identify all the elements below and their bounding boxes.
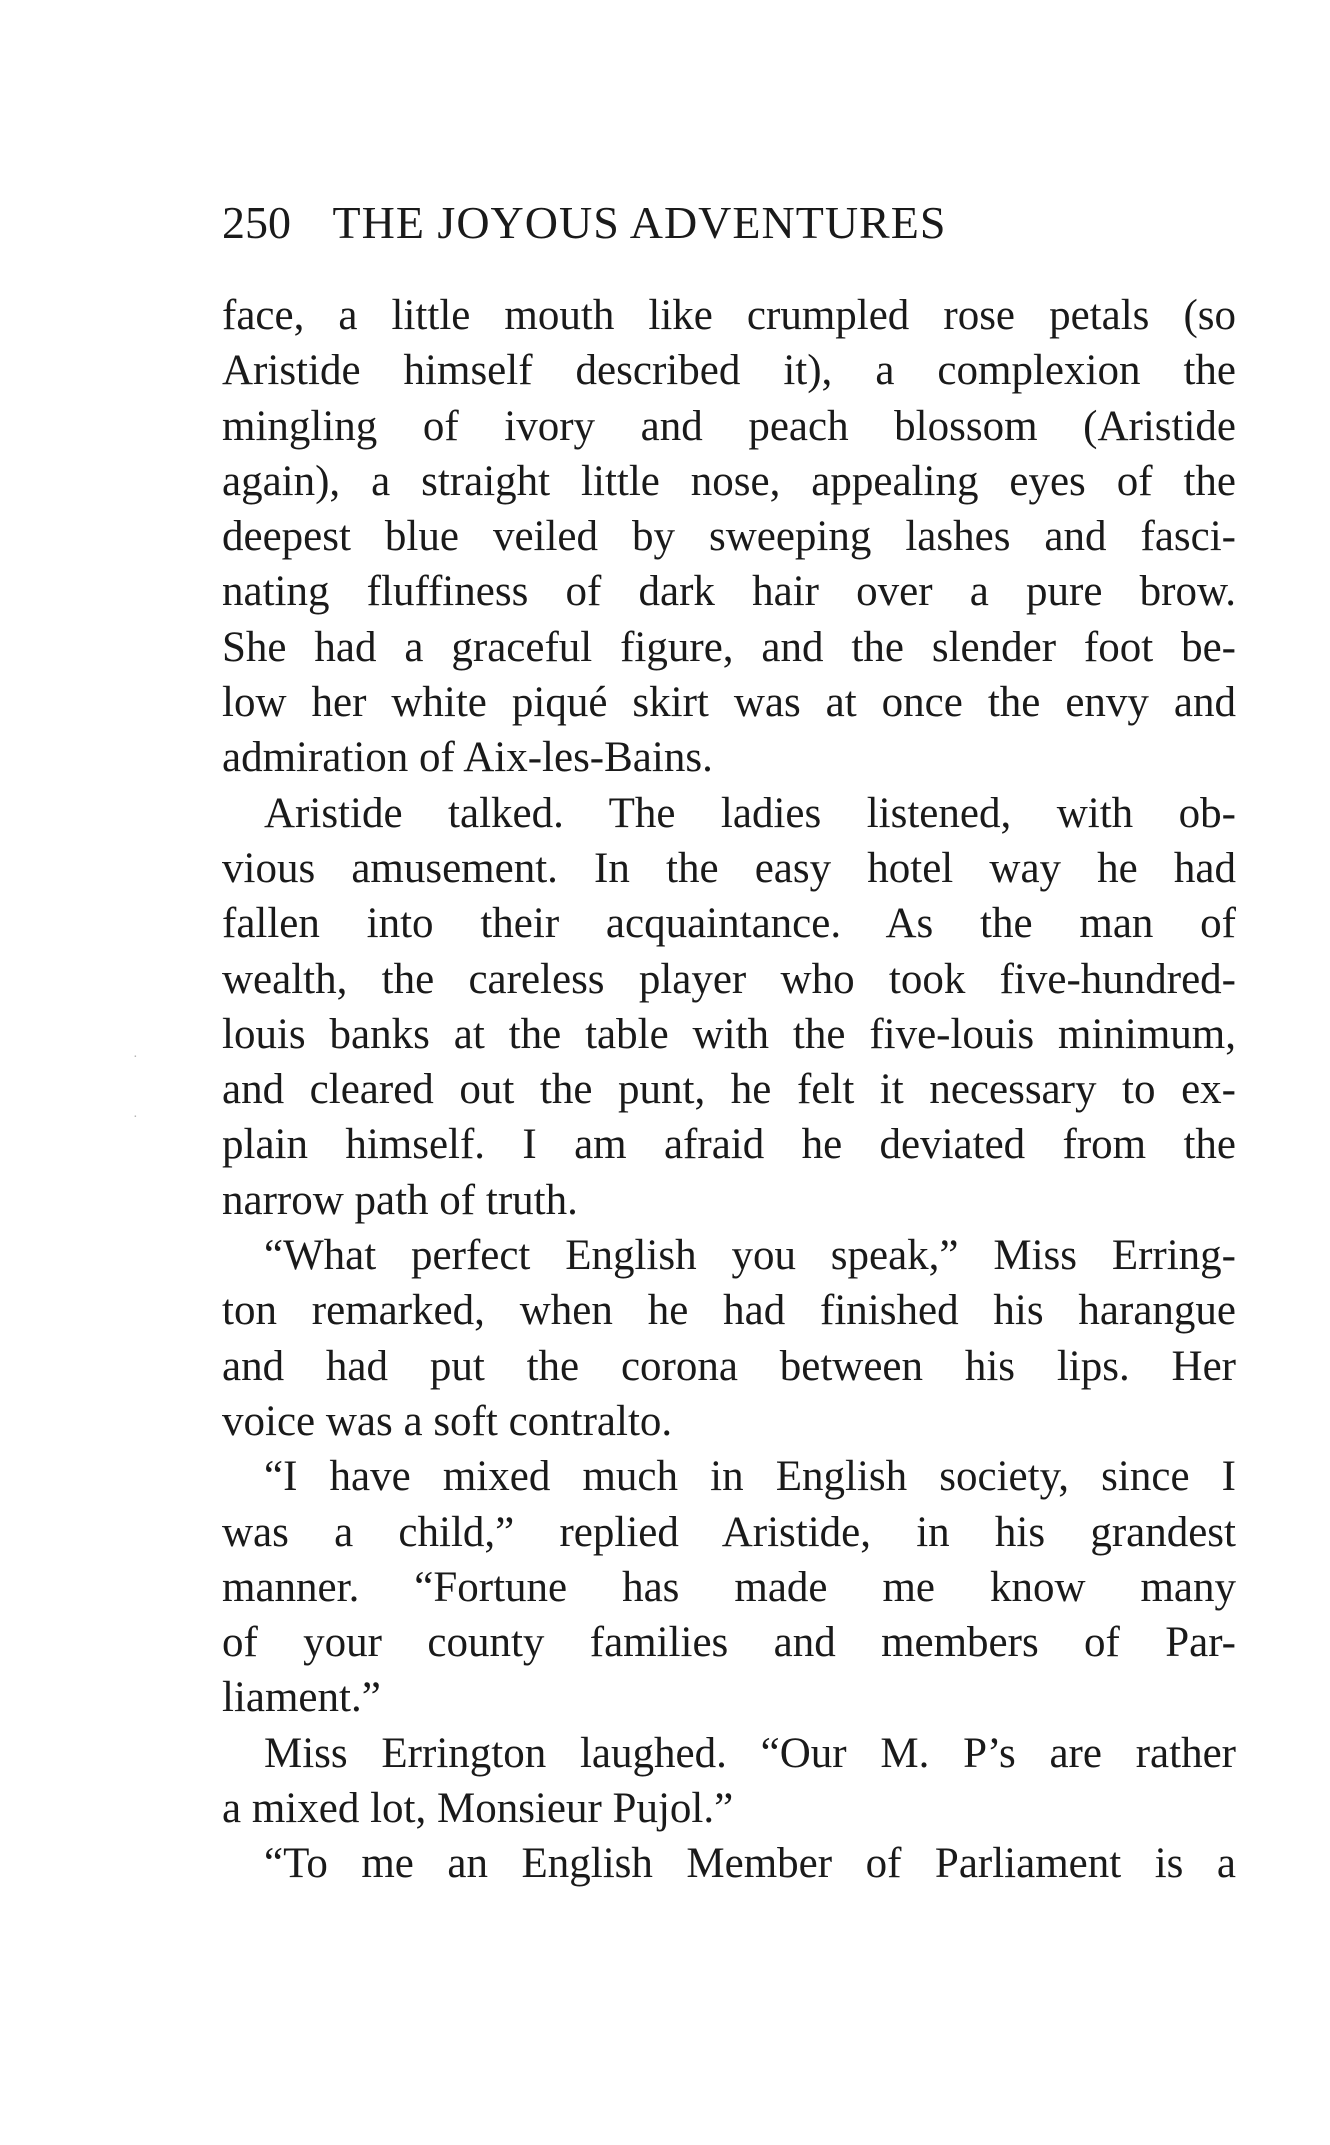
text-line: face, a little mouth like crumpled rose petals (so	[222, 292, 1236, 339]
text-line: ton remarked, when he had finished his harangue	[222, 1287, 1236, 1335]
paragraph	[222, 1726, 1236, 1837]
paragraph	[222, 288, 1236, 786]
text-line: low her white piqué skirt was at once the envy and	[222, 679, 1236, 727]
text-line: “To me an English Member of Parliament is a	[264, 1840, 1236, 1888]
text-line: admiration of Aix-les-Bains.	[222, 734, 713, 782]
text-line: fallen into their acquaintance. As the man of	[222, 900, 1236, 948]
text-line: nating fluffiness of dark hair over a pure brow.	[222, 568, 1236, 616]
text-line: and cleared out the punt, he felt it necessary to ex-	[222, 1066, 1236, 1114]
page-number: 250	[222, 197, 291, 248]
text-line: Aristide himself described it), a complexion the	[222, 347, 1236, 395]
text-line: voice was a soft contralto.	[222, 1397, 673, 1445]
text-line: narrow path of truth.	[222, 1176, 578, 1224]
page-header	[222, 195, 1236, 251]
running-title: THE JOYOUS ADVENTURES	[332, 197, 947, 248]
paragraph	[222, 1836, 1236, 1891]
paragraph	[222, 786, 1236, 1228]
text-line: louis banks at the table with the five-louis minimum,	[222, 1010, 1236, 1058]
paragraph	[222, 1449, 1236, 1725]
margin-speck: ·	[133, 1050, 138, 1065]
text-line: “I have mixed much in English society, since I	[264, 1453, 1236, 1501]
text-line: deepest blue veiled by sweeping lashes and fasci-	[222, 513, 1236, 561]
text-line: Miss Errington laughed. “Our M. P’s are rather	[264, 1729, 1236, 1777]
text-line: “What perfect English you speak,” Miss Erring-	[264, 1232, 1236, 1280]
text-line: of your county families and members of Par-	[222, 1619, 1236, 1667]
margin-speck: ·	[133, 1110, 138, 1125]
text-line: and had put the corona between his lips. Her	[222, 1342, 1236, 1390]
text-line: manner. “Fortune has made me know many	[222, 1563, 1236, 1611]
text-line: wealth, the careless player who took five-hundred-	[222, 955, 1236, 1003]
text-line: Aristide talked. The ladies listened, with ob-	[264, 789, 1236, 837]
text-line: was a child,” replied Aristide, in his grandest	[222, 1508, 1236, 1556]
text-line: again), a straight little nose, appealing eyes of the	[222, 457, 1236, 505]
text-line: liament.”	[222, 1674, 381, 1722]
text-line: mingling of ivory and peach blossom (Aristide	[222, 402, 1236, 450]
text-line: a mixed lot, Monsieur Pujol.”	[222, 1785, 734, 1833]
text-line: plain himself. I am afraid he deviated from the	[222, 1121, 1236, 1169]
body-text	[222, 288, 1236, 1892]
paragraph	[222, 1228, 1236, 1449]
text-line: vious amusement. In the easy hotel way he had	[222, 844, 1236, 892]
text-line: She had a graceful figure, and the slender foot be-	[222, 623, 1236, 671]
